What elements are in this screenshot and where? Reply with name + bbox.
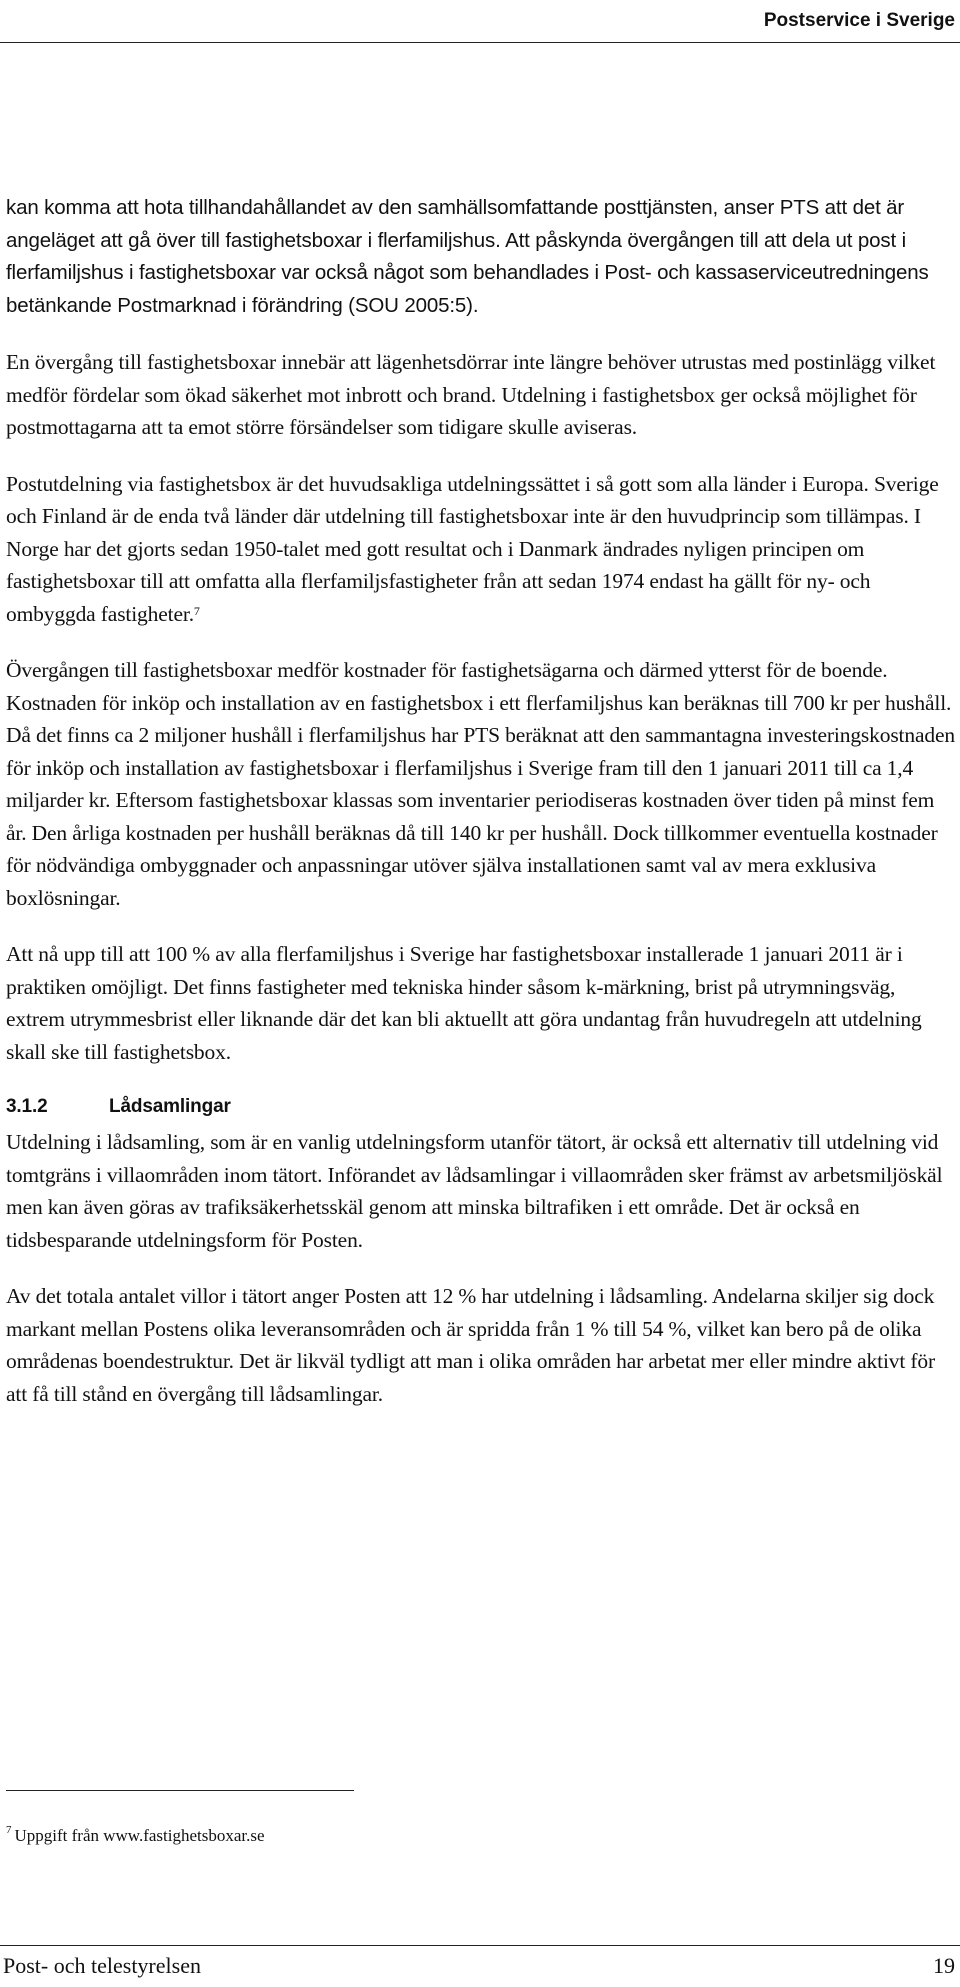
paragraph-5: Att nå upp till att 100 % av alla flerfamiljshus i Sverige har fastighetsboxar installerade 1 januari 2011 är i praktiken omöjligt. Det finns fastigheter med tekniska hinder såsom k-märkning, brist på utrymningsväg, extrem utrymmesbrist eller liknande där det kan bli aktuellt att göra undantag från huvudregeln att utdelning skall ske till fastighetsbox.	[6, 942, 922, 1064]
paragraph-7: Av det totala antalet villor i tätort anger Posten att 12 % har utdelning i lådsamling. Andelarna skiljer sig dock markant mellan Postens olika leveransområden och är spridda från 1 % till 54 %, vilket kan bero på de olika områdenas boendestruktur. Det är likväl tydligt att man i olika områden har arbetat mer eller mindre aktivt för att få till stånd en övergång till lådsamlingar.	[6, 1284, 936, 1406]
header-divider	[0, 42, 960, 43]
page-number: 19	[933, 1953, 955, 1978]
footer-publisher: Post- och telestyrelsen	[3, 1953, 201, 1978]
page-header-title: Postservice i Sverige	[763, 10, 955, 31]
paragraph-2: En övergång till fastighetsboxar innebär att lägenhetsdörrar inte längre behöver utrustas med postinlägg vilket medför fördelar som ökad säkerhet mot inbrott och brand. Utdelning i fastighetsbox ger också möjlighet för postmottagarna att ta emot större försändelser som tidigare skulle aviseras.	[6, 350, 936, 439]
footnote-number: 7	[6, 1824, 12, 1836]
paragraph-3	[6, 468, 956, 631]
footnote	[6, 1826, 265, 1846]
footnote-text: Uppgift från www.fastighetsboxar.se	[14, 1826, 265, 1845]
paragraph-4: Övergången till fastighetsboxar medför kostnader för fastighetsägarna och därmed ytterst för de boende. Kostnaden för inköp och installation av en fastighetsbox i ett flerfamiljshus kan beräknas till 700 kr per hushåll. Då det finns ca 2 miljoner hushåll i flerfamiljshus har PTS beräknat att den sammantagna investeringskostnaden för inköp och installation av fastighetsboxar i flerfamiljshus i Sverige fram till den 1 januari 2011 till ca 1,4 miljarder kr. Eftersom fastighetsboxar klassas som inventarier periodiseras kostnaden över tiden på minst fem år. Den årliga kostnaden per hushåll beräknas då till 140 kr per hushåll. Dock tillkommer eventuella kostnader för nödvändiga ombyggnader och anpassningar utöver själva installationen samt val av mera exklusiva boxlösningar.	[6, 658, 955, 910]
footer-divider	[0, 1945, 960, 1946]
paragraph-6: Utdelning i lådsamling, som är en vanlig utdelningsform utanför tätort, är också ett alternativ till utdelning vid tomtgräns i villaområden inom tätort. Införandet av lådsamlingar i villaområden sker främst av arbetsmiljöskäl men kan även göras av trafiksäkerhetsskäl genom att minska biltrafiken i ett område. Det är också en tidsbesparande utdelningsform för Posten.	[6, 1130, 943, 1252]
section-title: Lådsamlingar	[109, 1096, 231, 1117]
paragraph-3-text: Postutdelning via fastighetsbox är det huvudsakliga utdelningssättet i så gott som alla länder i Europa. Sverige och Finland är de enda två länder där utdelning till fastighetsboxar inte är den huvudprincip som tillämpas. I Norge har det gjorts sedan 1950-talet med gott resultat och i Danmark ändrades nyligen principen om fastighetsboxar till att omfatta alla flerfamiljsfastigheter från att sedan 1974 endast ha gällt för ny- och ombyggda fastigheter.	[6, 471, 939, 626]
paragraph-1: kan komma att hota tillhandahållandet av den samhällsomfattande posttjänsten, anser PTS att det är angeläget att gå över till fastighetsboxar i flerfamiljshus. Att påskynda övergången till att dela ut post i flerfamiljshus i fastighetsboxar var också något som behandlades i Post- och kassaserviceutredningens betänkande Postmarknad i förändring (SOU 2005:5).	[6, 196, 929, 317]
footnote-divider	[6, 1790, 354, 1791]
document-body	[6, 192, 956, 1434]
footnote-reference: 7	[193, 603, 200, 618]
section-number: 3.1.2	[6, 1096, 48, 1117]
section-heading	[6, 1092, 956, 1122]
